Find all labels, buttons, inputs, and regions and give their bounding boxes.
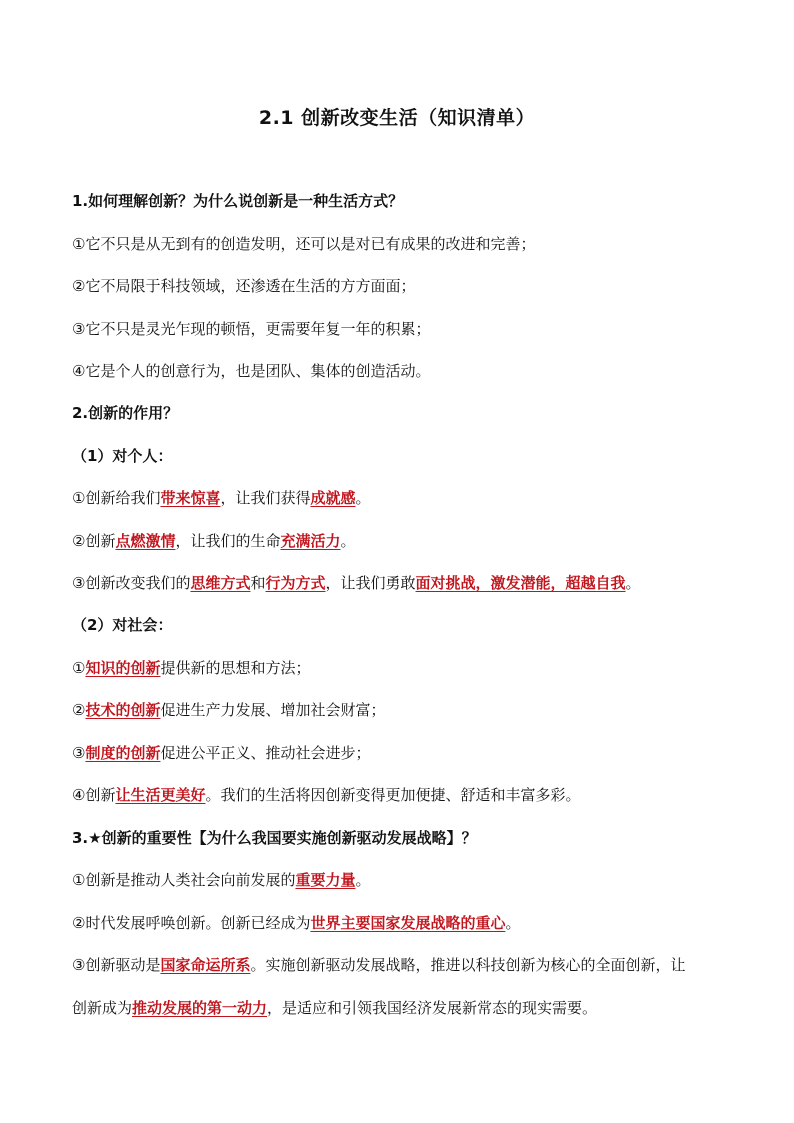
- plain-text: ，让我们的生命: [175, 532, 281, 550]
- plain-text: ③创新驱动是: [72, 956, 161, 974]
- q2-personal-line-1: [72, 487, 732, 509]
- q1-item-1: ①它不只是从无到有的创造发明，还可以是对已有成果的改进和完善；: [72, 235, 536, 253]
- key-phrase: 带来惊喜: [160, 489, 221, 507]
- plain-text: ③: [72, 744, 86, 762]
- key-phrase: 行为方式: [265, 574, 326, 592]
- q3-line-3: [72, 954, 732, 976]
- q2-society-line-2: [72, 699, 732, 721]
- key-phrase: 让生活更美好: [115, 786, 206, 804]
- plain-text: ①: [72, 659, 86, 677]
- key-phrase: 制度的创新: [85, 744, 161, 762]
- plain-text: ，是适应和引领我国经济发展新常态的现实需要。: [267, 999, 598, 1017]
- key-phrase: 面对挑战，激发潜能，超越自我: [415, 574, 626, 592]
- plain-text: 。: [340, 532, 356, 550]
- key-phrase: 技术的创新: [85, 701, 161, 719]
- page-title: 2.1 创新改变生活（知识清单）: [258, 107, 536, 129]
- plain-text: ①创新是推动人类社会向前发展的: [72, 871, 296, 889]
- key-phrase: 推动发展的第一动力: [132, 999, 268, 1017]
- q2-heading: 2.创新的作用？: [72, 404, 179, 422]
- plain-text: ②时代发展呼唤创新。创新已经成为: [72, 914, 311, 932]
- key-phrase: 充满活力: [280, 532, 341, 550]
- key-phrase: 重要力量: [295, 871, 356, 889]
- q2-society-line-1: [72, 657, 732, 679]
- plain-text: ④创新: [72, 786, 116, 804]
- q3-line-1: [72, 869, 732, 891]
- plain-text: 。: [505, 914, 521, 932]
- plain-text: 。: [625, 574, 641, 592]
- plain-text: 和: [250, 574, 266, 592]
- plain-text: ②: [72, 701, 86, 719]
- key-phrase: 思维方式: [190, 574, 251, 592]
- key-phrase: 世界主要国家发展战略的重心: [310, 914, 506, 932]
- q2-personal-subheading: （1）对个人：: [72, 447, 173, 465]
- key-phrase: 成就感: [310, 489, 356, 507]
- plain-text: 。实施创新驱动发展战略，推进以科技创新为核心的全面创新，让: [250, 956, 686, 974]
- plain-text: 。我们的生活将因创新变得更加便捷、舒适和丰富多彩。: [205, 786, 581, 804]
- plain-text: 。: [355, 871, 371, 889]
- plain-text: 促进生产力发展、增加社会财富；: [160, 701, 386, 719]
- q2-personal-line-3: [72, 572, 732, 594]
- plain-text: 促进公平正义、推动社会进步；: [160, 744, 371, 762]
- q3-line-2: [72, 912, 732, 934]
- plain-text: ，让我们勇敢: [325, 574, 416, 592]
- q2-society-subheading: （2）对社会：: [72, 616, 173, 634]
- q3-heading: 3.★创新的重要性【为什么我国要实施创新驱动发展战略】？: [72, 829, 477, 847]
- key-phrase: 国家命运所系: [160, 956, 251, 974]
- key-phrase: 知识的创新: [85, 659, 161, 677]
- plain-text: 创新成为: [72, 999, 133, 1017]
- q2-society-line-3: [72, 742, 732, 764]
- plain-text: 。: [355, 489, 371, 507]
- q2-personal-line-2: [72, 530, 732, 552]
- q1-item-2: ②它不局限于科技领域，还渗透在生活的方方面面；: [72, 277, 416, 295]
- q1-item-4: ④它是个人的创意行为，也是团队、集体的创造活动。: [72, 362, 431, 380]
- plain-text: ②创新: [72, 532, 116, 550]
- q1-item-3: ③它不只是灵光乍现的顿悟，更需要年复一年的积累；: [72, 320, 431, 338]
- q2-society-line-4: [72, 784, 732, 806]
- q3-line-4: [72, 997, 732, 1019]
- key-phrase: 点燃激情: [115, 532, 176, 550]
- plain-text: 提供新的思想和方法；: [160, 659, 311, 677]
- plain-text: ，让我们获得: [220, 489, 311, 507]
- q1-heading: 1.如何理解创新？为什么说创新是一种生活方式？: [72, 192, 404, 210]
- plain-text: ①创新给我们: [72, 489, 161, 507]
- plain-text: ③创新改变我们的: [72, 574, 191, 592]
